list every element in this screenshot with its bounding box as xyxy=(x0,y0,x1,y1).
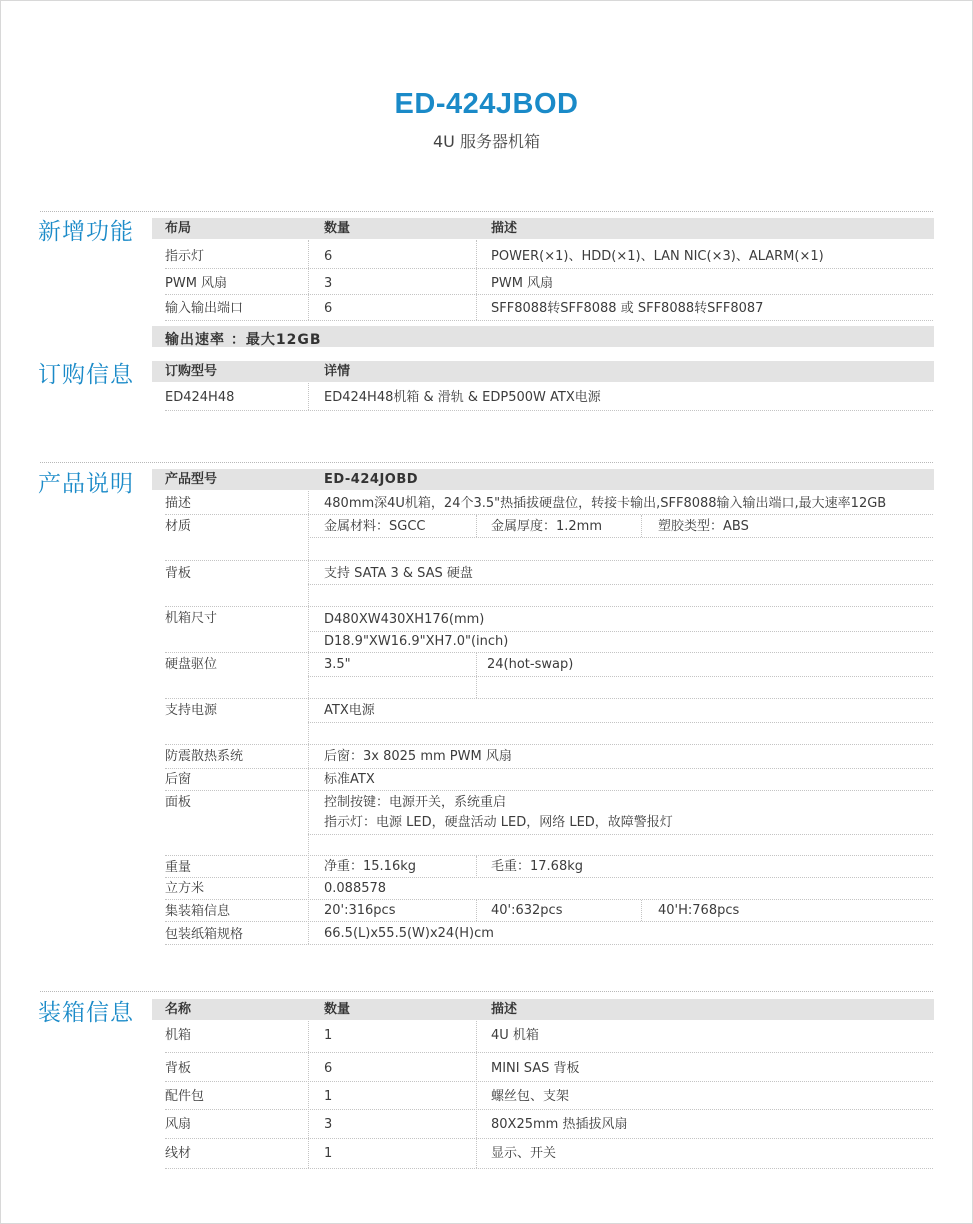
features-row-3-qty: 6 xyxy=(324,301,333,316)
packing-row-3-name: 配件包 xyxy=(165,1089,205,1104)
column-divider xyxy=(308,383,309,410)
packing-row-2-desc: MINI SAS 背板 xyxy=(491,1061,580,1076)
container-label: 集装箱信息 xyxy=(165,904,231,919)
dimension-label: 机箱尺寸 xyxy=(165,611,218,626)
carton-label: 包装纸箱规格 xyxy=(165,927,244,942)
row-divider xyxy=(165,855,933,856)
row-divider xyxy=(165,268,933,269)
row-divider xyxy=(165,606,933,607)
features-row-3-name: 输入输出端口 xyxy=(165,301,244,316)
packing-row-5-name: 线材 xyxy=(165,1146,192,1161)
panel-label: 面板 xyxy=(165,795,192,810)
material-label: 材质 xyxy=(165,519,192,534)
desc-label: 描述 xyxy=(165,496,192,511)
packing-row-3-desc: 螺丝包、支架 xyxy=(491,1089,570,1104)
features-col-layout: 布局 xyxy=(165,221,192,236)
section-title-product: 产品说明 xyxy=(38,471,134,497)
column-divider xyxy=(476,515,477,537)
features-col-qty: 数量 xyxy=(324,221,351,236)
row-divider xyxy=(165,698,933,699)
row-divider xyxy=(165,768,933,769)
row-divider xyxy=(308,722,933,723)
order-row-detail: ED424H48机箱 & 滑轨 & EDP500W ATX电源 xyxy=(324,390,601,405)
packing-row-4-desc: 80X25mm 热插拔风扇 xyxy=(491,1117,628,1132)
features-col-desc: 描述 xyxy=(491,221,518,236)
features-header-row xyxy=(152,218,934,239)
row-divider xyxy=(165,320,933,321)
psu-label: 支持电源 xyxy=(165,703,218,718)
row-divider xyxy=(165,744,933,745)
container-20ft: 20':316pcs xyxy=(324,903,396,918)
backplane-value: 支持 SATA 3 & SAS 硬盘 xyxy=(324,566,473,581)
packing-col-name: 名称 xyxy=(165,1002,192,1017)
output-speed: 输出速率 ：最大12GB xyxy=(165,332,322,348)
panel-indicators: 指示灯：电源 LED，硬盘活动 LED，网络 LED，故障警报灯 xyxy=(324,815,673,830)
row-divider xyxy=(165,652,933,653)
section-title-features: 新增功能 xyxy=(38,219,134,245)
row-divider xyxy=(165,790,933,791)
column-divider xyxy=(476,900,477,921)
packing-row-1-qty: 1 xyxy=(324,1028,333,1043)
row-divider xyxy=(165,1138,933,1139)
packing-row-5-desc: 显示、开关 xyxy=(491,1146,557,1161)
carton-value: 66.5(L)x55.5(W)x24(H)cm xyxy=(324,926,494,941)
row-divider xyxy=(165,560,933,561)
row-divider xyxy=(308,584,933,585)
weight-gross: 毛重：17.68kg xyxy=(491,859,583,874)
product-model-value: ED-424JOBD xyxy=(324,472,419,487)
row-divider xyxy=(165,514,933,515)
rear-window-value: 标准ATX xyxy=(324,772,375,787)
weight-net: 净重：15.16kg xyxy=(324,859,416,874)
product-col-model: 产品型号 xyxy=(165,472,218,487)
product-subtitle: 4U 服务器机箱 xyxy=(433,132,540,151)
column-divider xyxy=(308,1021,309,1168)
row-divider xyxy=(308,834,933,835)
packing-row-5-qty: 1 xyxy=(324,1146,333,1161)
drive-count: 24(hot-swap) xyxy=(487,657,574,672)
row-divider xyxy=(165,410,933,411)
weight-label: 重量 xyxy=(165,860,192,875)
packing-row-1-desc: 4U 机箱 xyxy=(491,1028,539,1043)
material-plastic: 塑胶类型：ABS xyxy=(658,519,749,534)
drive-size: 3.5" xyxy=(324,657,351,672)
cooling-label: 防震散热系统 xyxy=(165,749,244,764)
row-divider xyxy=(165,1168,933,1169)
packing-row-2-name: 背板 xyxy=(165,1061,192,1076)
row-divider xyxy=(165,1052,933,1053)
row-divider xyxy=(165,921,933,922)
features-row-2-name: PWM 风扇 xyxy=(165,276,228,291)
order-row-model: ED424H48 xyxy=(165,390,235,405)
packing-header-row xyxy=(152,999,934,1020)
psu-value: ATX电源 xyxy=(324,703,375,718)
packing-row-4-name: 风扇 xyxy=(165,1117,192,1132)
packing-row-4-qty: 3 xyxy=(324,1117,333,1132)
section-title-order: 订购信息 xyxy=(38,362,134,388)
column-divider xyxy=(476,856,477,878)
row-divider xyxy=(165,944,933,945)
product-title: ED-424JBOD xyxy=(394,88,579,120)
row-divider xyxy=(165,899,933,900)
container-40hq: 40'H:768pcs xyxy=(658,903,740,918)
order-col-detail: 详情 xyxy=(324,364,351,379)
row-divider xyxy=(308,631,933,632)
order-header-row xyxy=(152,361,934,382)
container-40ft: 40':632pcs xyxy=(491,903,563,918)
column-divider xyxy=(308,240,309,320)
desc-value: 480mm深4U机箱，24个3.5"热插拔硬盘位，转接卡输出,SFF8088输入输出端口,最大速率12GB xyxy=(324,496,887,511)
packing-row-1-name: 机箱 xyxy=(165,1028,192,1043)
row-divider xyxy=(308,537,933,538)
column-divider xyxy=(476,1021,477,1168)
row-divider xyxy=(165,1081,933,1082)
column-divider xyxy=(641,900,642,921)
cbm-value: 0.088578 xyxy=(324,881,387,896)
cbm-label: 立方米 xyxy=(165,881,205,896)
material-metal: 金属材料：SGCC xyxy=(324,519,426,534)
column-divider xyxy=(476,240,477,320)
row-divider xyxy=(165,877,933,878)
features-row-2-desc: PWM 风扇 xyxy=(491,276,554,291)
features-row-3-desc: SFF8088转SFF8088 或 SFF8088转SFF8087 xyxy=(491,301,764,316)
packing-col-desc: 描述 xyxy=(491,1002,518,1017)
section-divider xyxy=(40,462,933,463)
packing-row-2-qty: 6 xyxy=(324,1061,333,1076)
row-divider xyxy=(308,676,933,677)
section-divider xyxy=(40,211,933,212)
features-row-1-qty: 6 xyxy=(324,249,333,264)
row-divider xyxy=(165,294,933,295)
order-col-model: 订购型号 xyxy=(165,364,218,379)
packing-col-qty: 数量 xyxy=(324,1002,351,1017)
dimension-mm: D480XW430XH176(mm) xyxy=(324,612,485,627)
features-row-1-name: 指示灯 xyxy=(165,249,205,264)
rear-window-label: 后窗 xyxy=(165,772,192,787)
features-row-2-qty: 3 xyxy=(324,276,333,291)
section-title-packing: 装箱信息 xyxy=(38,1000,134,1026)
material-thickness: 金属厚度：1.2mm xyxy=(491,519,603,534)
cooling-value: 后窗：3x 8025 mm PWM 风扇 xyxy=(324,749,512,764)
backplane-label: 背板 xyxy=(165,566,192,581)
section-divider xyxy=(40,991,933,992)
panel-buttons: 控制按键：电源开关，系统重启 xyxy=(324,795,507,810)
product-header-row xyxy=(152,469,934,490)
row-divider xyxy=(165,1109,933,1110)
column-divider xyxy=(641,515,642,537)
drive-bay-label: 硬盘驱位 xyxy=(165,657,218,672)
dimension-inch: D18.9"XW16.9"XH7.0"(inch) xyxy=(324,634,509,649)
features-row-1-desc: POWER(×1)、HDD(×1)、LAN NIC(×3)、ALARM(×1) xyxy=(491,249,824,264)
packing-row-3-qty: 1 xyxy=(324,1089,333,1104)
